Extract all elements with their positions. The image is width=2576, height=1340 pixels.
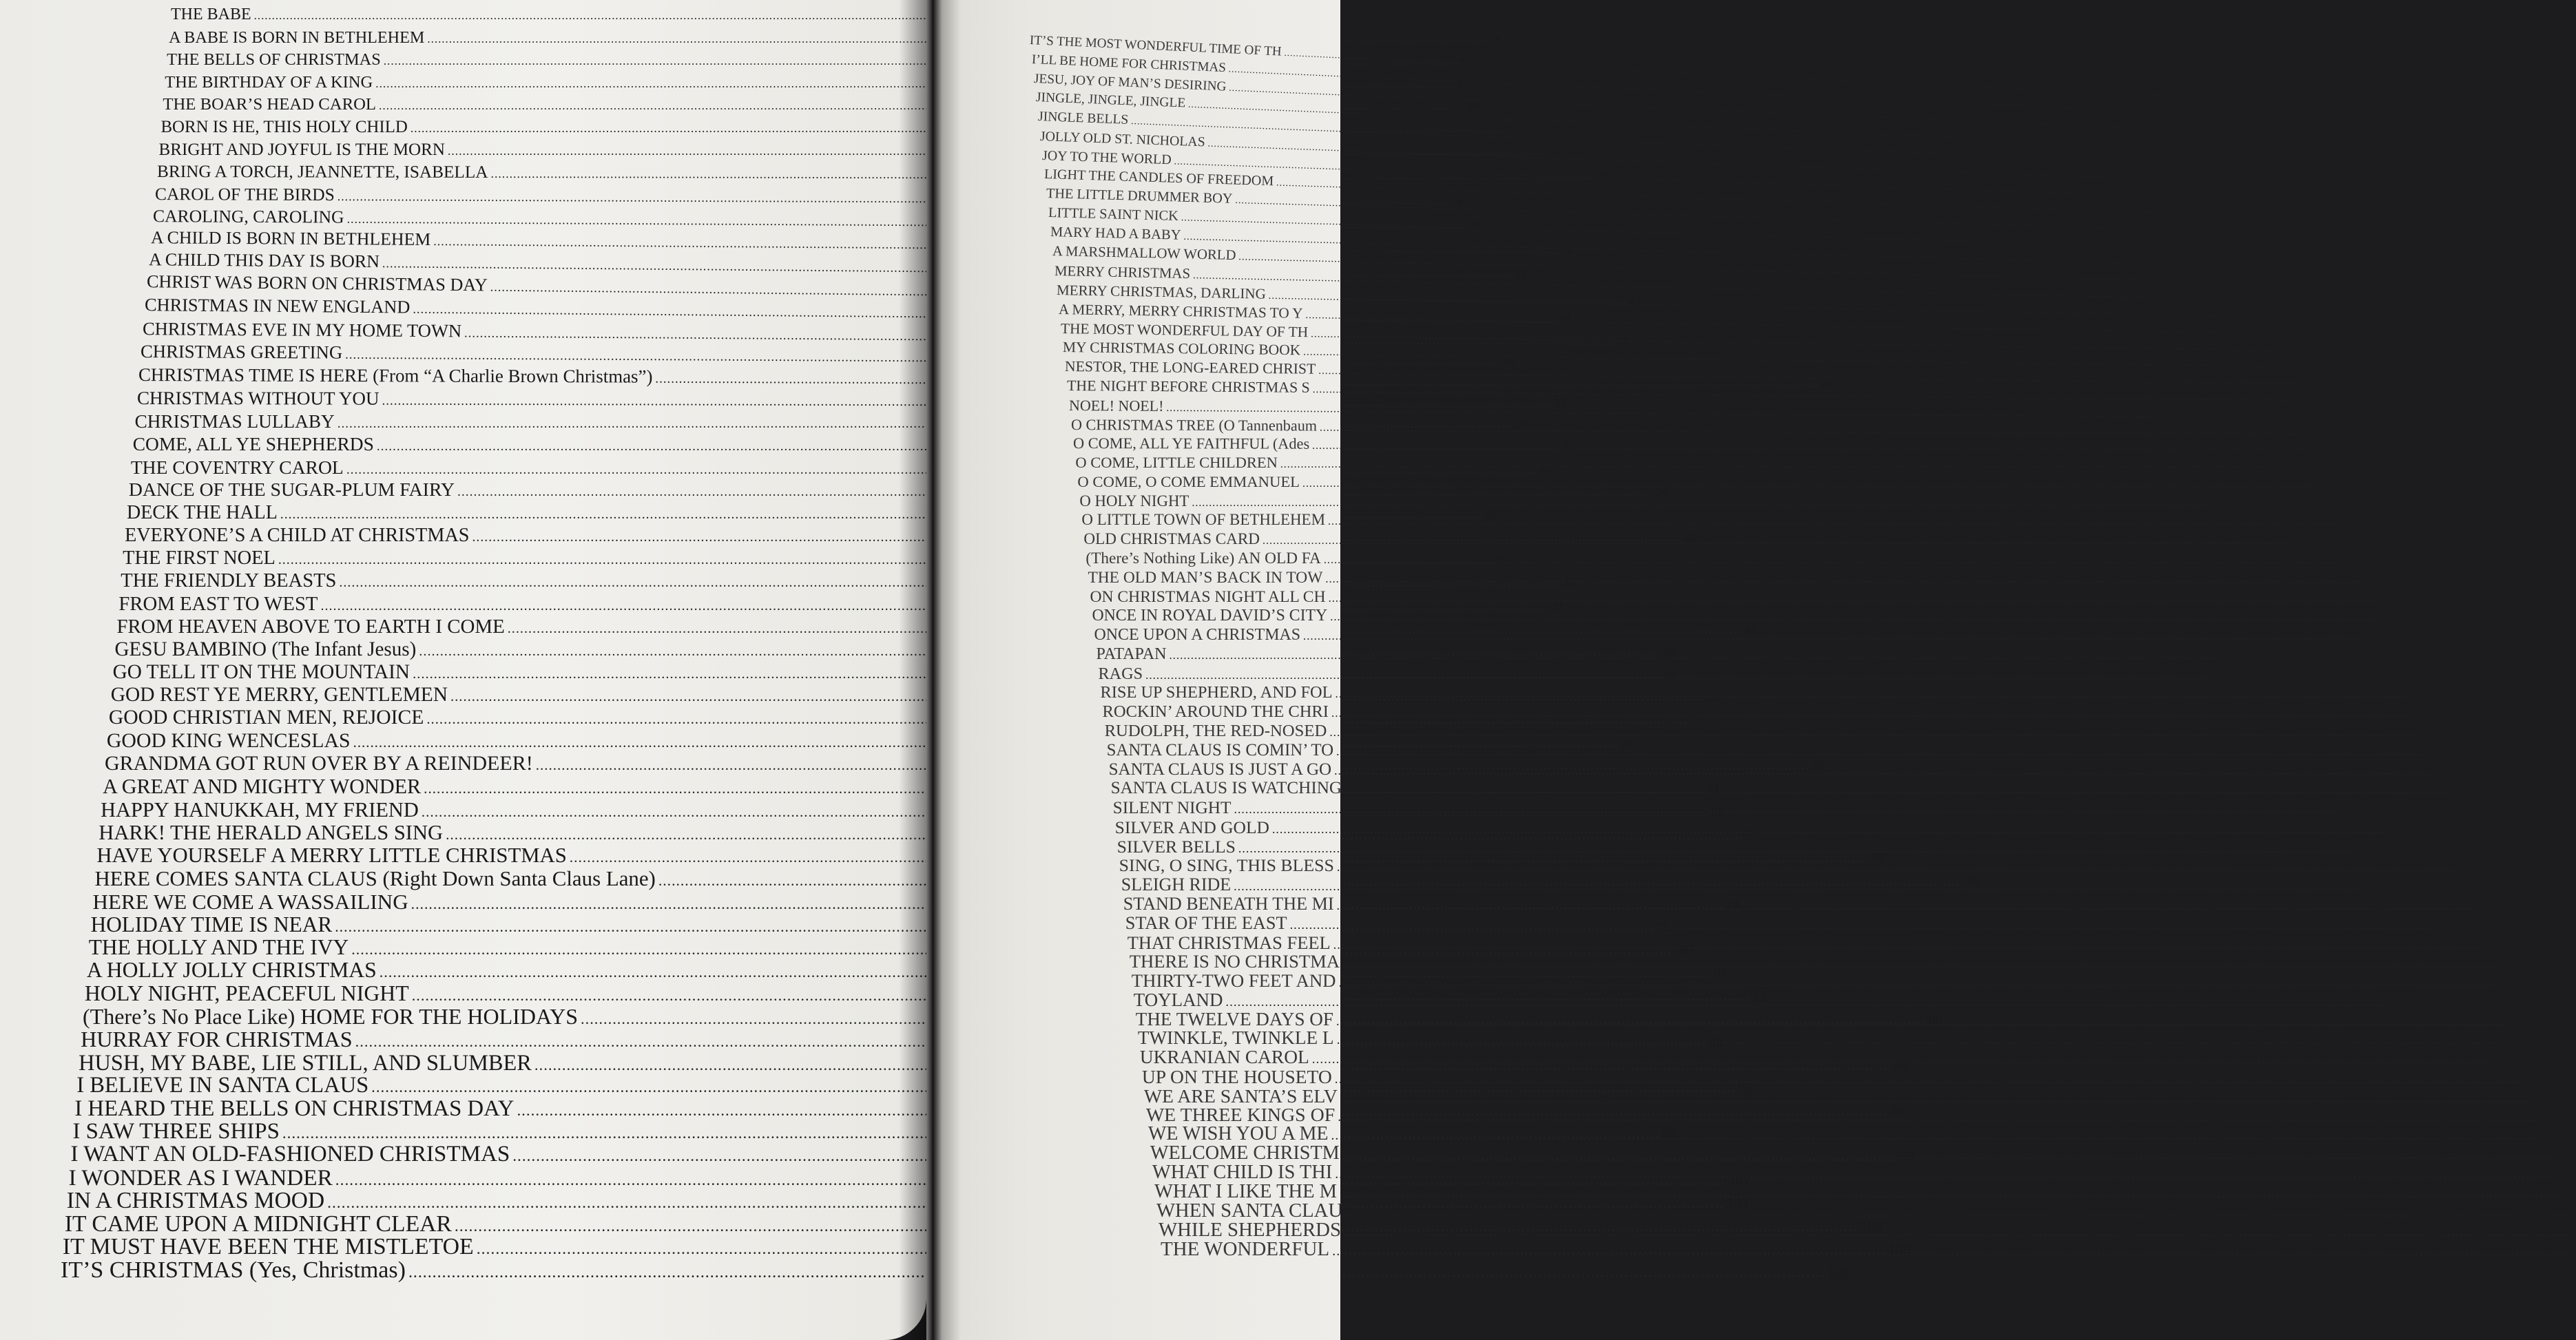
toc-entry-title: HARK! THE HERALD ANGELS SING	[98, 820, 444, 844]
toc-entry-title: CHRISTMAS EVE IN MY HOME TOWN	[143, 317, 462, 341]
toc-entry-page-number: 29	[1516, 417, 1528, 430]
dot-leader	[1334, 764, 2431, 778]
toc-entry-title: RUDOLPH, THE RED-NOSED	[1104, 722, 1327, 740]
toc-entry-title: THE BIRTHDAY OF A KING	[165, 72, 373, 92]
toc-entry-title: JOLLY OLD ST. NICHOLAS	[1039, 128, 1206, 150]
toc-entry-title: O HOLY NIGHT	[1079, 492, 1190, 510]
dot-leader	[1272, 822, 2385, 837]
toc-entry-page-number: 27	[1822, 376, 1834, 390]
toc-entry-page-number: 25	[1618, 334, 1630, 348]
toc-entry-title: ROCKIN’ AROUND THE CHRI	[1102, 702, 1329, 722]
toc-entry-title: WHAT I LIKE THE M	[1154, 1180, 1337, 1202]
toc-entry-page-number: 69	[1967, 875, 1981, 890]
toc-entry-title: CHRISTMAS LULLABY	[134, 410, 335, 432]
toc-entry-title: THE NIGHT BEFORE CHRISTMAS S	[1067, 377, 1311, 396]
toc-entry-page-number: 21	[1515, 268, 1527, 280]
toc-entry-page-number: 66	[1711, 805, 1725, 820]
toc-entry	[1128, 932, 1368, 954]
toc-entry-title: I’LL BE HOME FOR CHRISTMAS	[1031, 52, 1227, 75]
toc-entry-title: CAROL OF THE BIRDS	[154, 184, 335, 205]
toc-entry-title: THE HOLLY AND THE IVY	[88, 935, 349, 960]
toc-entry-title: O LITTLE TOWN OF BETHLEHEM	[1081, 511, 1325, 529]
toc-entry	[1077, 473, 1368, 491]
toc-entry-title: (There’s Nothing Like) AN OLD FA	[1086, 549, 1321, 567]
toc-entry	[1161, 1238, 1368, 1261]
toc-entry	[1103, 702, 1368, 722]
dot-leader	[1325, 572, 2365, 586]
toc-entry-title: HERE WE COME A WASSAILING	[92, 889, 408, 914]
toc-entry-title: NOEL! NOEL!	[1069, 396, 1164, 415]
toc-entry-title: THERE IS NO CHRISTMA	[1129, 951, 1340, 972]
toc-entry-title: THE BELLS OF CHRISTMAS	[167, 50, 381, 70]
toc-entry	[1067, 377, 1368, 397]
toc-entry-title: WE ARE SANTA’S ELV	[1143, 1085, 1338, 1107]
toc-entry-title: O CHRISTMAS TREE (O Tannenbaum	[1071, 415, 1318, 435]
toc-entry-page-number: 110	[1827, 1264, 1849, 1281]
toc-entry-title: DECK THE HALL	[127, 501, 278, 523]
toc-entry-title: THE MOST WONDERFUL DAY OF TH	[1061, 320, 1309, 340]
toc-entry-page-number: 84	[1713, 966, 1727, 981]
toc-entry	[171, 6, 889, 24]
toc-entry-page-number: 24	[1559, 312, 1571, 326]
toc-entry	[1111, 779, 1368, 798]
toc-entry-page-number: 86	[1928, 1012, 1942, 1028]
toc-entry-page-number: 39	[1496, 552, 1508, 567]
toc-entry-title: ONCE IN ROYAL DAVID’S CITY	[1092, 607, 1328, 625]
toc-entry-page-number: 108	[1860, 1217, 1882, 1235]
dot-leader	[1344, 1224, 2576, 1240]
toc-entry-title: BRING A TORCH, JEANNETTE, ISABELLA	[156, 162, 488, 182]
toc-entry-page-number: 80	[1679, 943, 1693, 959]
toc-entry-title: PATAPAN	[1096, 645, 1167, 663]
toc-entry-page-number: 26	[1504, 354, 1516, 368]
toc-entry-title: NESTOR, THE LONG-EARED CHRIST	[1065, 358, 1316, 377]
toc-entry-title: TOYLAND	[1133, 989, 1223, 1010]
toc-entry-page-number: 88	[1709, 1035, 1723, 1051]
dot-leader	[1333, 938, 2481, 953]
toc-entry-page-number: 109	[1889, 1241, 1911, 1258]
toc-entry-title: LIGHT THE CANDLES OF FREEDOM	[1043, 167, 1274, 189]
dot-leader	[1290, 918, 2432, 932]
toc-entry-title: THE OLD MAN’S BACK IN TOW	[1088, 568, 1323, 587]
toc-entry-title: THAT CHRISTMAS FEEL	[1127, 932, 1331, 953]
toc-entry-title: UKRANIAN CAROL	[1139, 1047, 1309, 1068]
dot-leader	[1234, 802, 2342, 817]
toc-entry-page-number: 102	[1728, 1173, 1750, 1189]
toc-entry-page-number: 50	[1663, 644, 1676, 658]
dot-leader	[1336, 744, 2427, 759]
dot-leader	[1192, 497, 2209, 510]
toc-entry-page-number: 22	[1630, 293, 1642, 306]
dot-leader	[1335, 1166, 2550, 1182]
toc-entry-title: THE BOAR’S HEAD CAROL	[163, 95, 377, 114]
toc-entry-page-number: 15	[1599, 171, 1610, 183]
toc-entry-title: ON CHRISTMAS NIGHT ALL CH	[1090, 587, 1326, 606]
toc-entry-title: A CHILD IS BORN IN BETHLEHEM	[150, 227, 431, 250]
toc-entry-title: IT MUST HAVE BEEN THE MISTLETOE	[62, 1234, 474, 1260]
toc-entry-title: HAPPY HANUKKAH, MY FRIEND	[101, 797, 419, 821]
toc-entry-title: SANTA CLAUS IS WATCHING	[1110, 779, 1342, 798]
toc-entry-title: WHEN SANTA CLAU	[1156, 1200, 1343, 1222]
toc-entry-title: LITTLE SAINT NICK	[1048, 205, 1179, 224]
dot-leader	[1329, 592, 2374, 605]
toc-entry-page-number: 58	[1812, 759, 1826, 774]
toc-entry	[1071, 416, 1368, 435]
toc-entry	[1099, 664, 1368, 684]
toc-entry-title: GO TELL IT ON THE MOUNTAIN	[112, 660, 411, 683]
toc-entry	[1088, 569, 1368, 587]
toc-entry-title: A MERRY, MERRY CHRISTMAS TO Y	[1059, 300, 1303, 322]
toc-entry-page-number: 20	[1467, 219, 1479, 231]
toc-entry-title: SLEIGH RIDE	[1121, 875, 1232, 895]
toc-entry-title: WELCOME CHRISTM	[1150, 1142, 1340, 1164]
toc-entry-title: MERRY CHRISTMAS, DARLING	[1056, 282, 1267, 302]
dot-leader	[1263, 535, 2291, 547]
toc-entry-page-number: 92	[1738, 1080, 1752, 1096]
toc-entry	[1086, 549, 1368, 568]
toc-entry-page-number: 32	[1561, 439, 1574, 453]
toc-entry-page-number: 46	[1564, 575, 1576, 589]
toc-entry-page-number: 94	[1890, 1103, 1904, 1119]
toc-entry	[1061, 320, 1368, 342]
toc-entry-title: THIRTY-TWO FEET AND	[1131, 970, 1336, 992]
dot-leader	[1336, 1014, 2506, 1029]
toc-entry-title: EVERYONE’S A CHILD AT CHRISTMAS	[125, 524, 470, 546]
dot-leader	[1340, 1186, 2559, 1202]
toc-entry-title: MARY HAD A BABY	[1050, 224, 1182, 243]
toc-entry-title: A HOLLY JOLLY CHRISTMAS	[86, 958, 377, 983]
toc-entry-title: I WANT AN OLD-FASHIONED CHRISTMAS	[70, 1142, 510, 1167]
toc-entry-title: I BELIEVE IN SANTA CLAUS	[76, 1073, 369, 1098]
toc-entry-page-number: 52	[1707, 689, 1721, 704]
toc-entry-title: IT CAME UPON A MIDNIGHT CLEAR	[64, 1211, 452, 1237]
toc-entry-title: I WONDER AS I WANDER	[68, 1164, 333, 1191]
toc-entry-title: HUSH, MY BABE, LIE STILL, AND SLUMBER	[79, 1049, 532, 1075]
toc-entry	[1109, 760, 1368, 779]
toc-entry-title: GRANDMA GOT RUN OVER BY A REINDEER!	[105, 752, 533, 775]
toc-entry-page-number: 35	[1538, 463, 1550, 477]
toc-entry-title: GOOD CHRISTIAN MEN, REJOICE	[108, 706, 424, 729]
toc-entry-title: IT’S THE MOST WONDERFUL TIME OF TH	[1029, 33, 1282, 59]
toc-entry-title: IT’S CHRISTMAS (Yes, Christmas)	[61, 1257, 406, 1283]
toc-entry-title: SILENT NIGHT	[1112, 798, 1232, 818]
toc-entry-title: O COME, LITTLE CHILDREN	[1075, 454, 1278, 472]
toc-entry-title: CHRISTMAS TIME IS HERE (From “A Charlie Brown Christmas”)	[138, 364, 653, 387]
toc-entry-title: RAGS	[1098, 664, 1143, 683]
dot-leader	[1339, 976, 2497, 991]
toc-entry-title: FROM EAST TO WEST	[118, 592, 318, 615]
toc-entry	[1113, 798, 1368, 818]
toc-entry-title: SANTA CLAUS IS JUST A GO	[1108, 760, 1332, 779]
dot-leader	[1342, 1147, 2552, 1163]
toc-entry-page-number: 83	[1753, 988, 1767, 1004]
toc-entry	[1105, 722, 1368, 741]
toc-entry	[1073, 435, 1368, 453]
toc-entry-title: JOY TO THE WORLD	[1041, 147, 1172, 167]
toc-entry-title: COME, ALL YE SHEPHERDS	[132, 433, 374, 454]
toc-entry	[1123, 894, 1368, 914]
toc-entry	[1063, 339, 1368, 359]
toc-entry-title: HOLY NIGHT, PEACEFUL NIGHT	[84, 981, 409, 1005]
toc-entry-title: WHILE SHEPHERDS	[1158, 1219, 1342, 1242]
toc-entry	[1081, 511, 1368, 529]
toc-entry-page-number: 47	[1551, 598, 1564, 613]
toc-entry-page-number: 6	[1495, 34, 1501, 45]
dot-leader	[1338, 1110, 2536, 1125]
toc-entry	[1117, 837, 1368, 857]
toc-entry-title: DANCE OF THE SUGAR-PLUM FAIRY	[128, 479, 455, 501]
toc-entry-title: A MARSHMALLOW WORLD	[1052, 243, 1236, 263]
toc-entry-page-number: 28	[1554, 396, 1566, 410]
toc-entry-title: ONCE UPON A CHRISTMAS	[1094, 626, 1301, 645]
toc-entry-title: THE LITTLE DRUMMER BOY	[1046, 186, 1233, 207]
toc-entry-title: SILVER BELLS	[1116, 836, 1236, 857]
toc-entry-title: I HEARD THE BELLS ON CHRISTMAS DAY	[74, 1096, 515, 1121]
toc-entry	[1134, 990, 1368, 1011]
toc-entry	[1107, 741, 1368, 760]
toc-entry	[1059, 301, 1368, 323]
toc-entry-page-number: 74	[1726, 897, 1740, 912]
toc-entry-title: A GREAT AND MIGHTY WONDER	[103, 775, 422, 799]
toc-entry-page-number: 103	[1727, 1196, 1749, 1212]
toc-entry	[1090, 588, 1368, 607]
toc-entry	[1101, 683, 1368, 702]
toc-entry	[1119, 855, 1368, 876]
toc-entry-title: (There’s No Place Like) HOME FOR THE HOLIDAYS	[83, 1004, 579, 1029]
toc-entry-title: WE THREE KINGS OF	[1145, 1104, 1336, 1126]
dot-leader	[1337, 1033, 2513, 1048]
toc-entry	[1075, 454, 1368, 472]
toc-entry	[1121, 875, 1368, 895]
toc-entry-page-number: 12	[1505, 123, 1516, 136]
dot-leader	[1335, 1072, 2522, 1087]
toc-entry-title: GESU BAMBINO (The Infant Jesus)	[114, 638, 417, 660]
toc-entry-title: HOLIDAY TIME IS NEAR	[90, 912, 333, 936]
toc-entry-title: HERE COMES SANTA CLAUS (Right Down Santa Claus Lane)	[94, 866, 656, 891]
toc-entry-title: BRIGHT AND JOYFUL IS THE MORN	[158, 140, 445, 159]
toc-entry-title: GOOD KING WENCESLAS	[106, 729, 351, 753]
dot-leader	[1225, 995, 2389, 1010]
toc-entry-page-number: 10	[1467, 101, 1478, 113]
toc-entry-title: SING, O SING, THIS BLESS	[1119, 855, 1334, 876]
toc-entry-page-number: 98	[1899, 1149, 1914, 1165]
dot-leader	[1280, 459, 2286, 471]
dot-leader	[1342, 956, 2495, 972]
toc-entry-page-number: 8	[1459, 56, 1464, 68]
toc-entry	[1083, 530, 1368, 549]
toc-entry-title: THE COVENTRY CAROL	[130, 456, 344, 478]
toc-entry-page-number: 56	[1623, 736, 1636, 751]
toc-entry-title: CHRISTMAS IN NEW ENGLAND	[145, 294, 411, 317]
dot-leader	[1312, 440, 2312, 454]
toc-entry-page-number: 44	[1683, 530, 1696, 544]
toc-entry-page-number: 48	[1744, 621, 1757, 636]
toc-entry-title: HURRAY FOR CHRISTMAS	[81, 1027, 353, 1052]
toc-entry-title: THE TWELVE DAYS OF	[1135, 1008, 1333, 1029]
toc-entry-page-number: 76	[1656, 920, 1670, 935]
toc-entry-title: GOD REST YE MERRY, GENTLEMEN	[110, 683, 448, 706]
dot-leader	[1340, 1091, 2533, 1107]
toc-entry	[1079, 492, 1368, 510]
dot-leader	[1303, 629, 2360, 643]
toc-entry-title: STAR OF THE EAST	[1125, 912, 1287, 933]
toc-entry-page-number: 36	[1656, 485, 1668, 499]
toc-entry-title: HAVE YOURSELF A MERRY LITTLE CHRISTMAS	[96, 844, 567, 867]
toc-entry-page-number: 19	[1560, 244, 1572, 257]
toc-entry	[1140, 1047, 1368, 1068]
toc-entry-title: A CHILD THIS DAY IS BORN	[148, 249, 380, 272]
toc-entry	[1125, 913, 1368, 934]
dot-leader	[1330, 610, 2381, 624]
dot-leader	[1328, 516, 2351, 528]
toc-entry-title: THE FIRST NOEL	[123, 547, 276, 569]
toc-entry-title: I SAW THREE SHIPS	[72, 1119, 280, 1144]
dot-leader	[1344, 782, 2447, 797]
dot-leader	[1324, 553, 2358, 567]
toc-entry-title: WE WISH YOU A ME	[1147, 1123, 1329, 1145]
toc-entry-title: FROM HEAVEN ABOVE TO EARTH I COME	[116, 615, 505, 638]
toc-entry	[1094, 626, 1368, 645]
toc-entry	[1065, 358, 1368, 379]
dot-leader	[1238, 841, 2358, 856]
dot-leader	[1332, 1244, 2570, 1259]
toc-entry-title: STAND BENEATH THE MI	[1123, 894, 1334, 914]
toc-entry	[1136, 1009, 1368, 1030]
toc-entry-title: OLD CHRISTMAS CARD	[1083, 530, 1260, 549]
dot-leader	[1169, 649, 2231, 662]
toc-entry	[1132, 970, 1368, 992]
toc-entry-page-number: 91	[1895, 1058, 1909, 1074]
toc-entry-title: UP ON THE HOUSETO	[1141, 1066, 1332, 1087]
toc-entry-title: THE BABE	[171, 6, 251, 23]
toc-entry-title: CHRIST WAS BORN ON CHRISTMAS DAY	[146, 271, 488, 295]
dot-leader	[1331, 706, 2411, 720]
toc-entry-page-number: 68	[1871, 851, 1885, 866]
book-gutter	[899, 0, 961, 1340]
toc-entry-title: MY CHRISTMAS COLORING BOOK	[1063, 339, 1301, 359]
toc-entry-title: MERRY CHRISTMAS	[1054, 262, 1191, 282]
toc-entry-title: BORN IS HE, THIS HOLY CHILD	[160, 118, 408, 137]
toc-entry-page-number: 40	[1485, 507, 1498, 521]
toc-entry-title: CHRISTMAS GREETING	[141, 341, 343, 364]
dot-leader	[1336, 687, 2409, 701]
toc-entry-title: SANTA CLAUS IS COMIN’ TO	[1106, 740, 1334, 760]
dot-leader	[1345, 1205, 2572, 1221]
toc-entry-page-number: 55	[1690, 712, 1703, 726]
toc-entry-title: JINGLE, JINGLE, JINGLE	[1035, 90, 1186, 111]
toc-entry-page-number: 49	[1663, 667, 1676, 681]
toc-entry-title: WHAT CHILD IS THI	[1152, 1161, 1333, 1183]
right-page	[926, 0, 1343, 1340]
toc-entry-title: JESU, JOY OF MAN’S DESIRING	[1033, 71, 1227, 94]
dot-leader	[1337, 860, 2462, 875]
dot-leader	[1329, 726, 2415, 740]
dot-leader	[1312, 1052, 2493, 1067]
toc-entry-title: JINGLE BELLS	[1037, 109, 1129, 127]
toc-entry-title: THE WONDERFUL	[1161, 1238, 1330, 1260]
dot-leader	[1234, 879, 2364, 894]
toc-entry	[1130, 951, 1368, 972]
toc-entry-page-number: 64	[1706, 782, 1719, 797]
dot-leader	[1302, 478, 2314, 490]
toc-entry-title: THE FRIENDLY BEASTS	[121, 569, 337, 592]
dot-leader	[1331, 1129, 2535, 1144]
toc-entry	[1069, 397, 1368, 417]
toc-entry-page-number: 96	[1662, 1127, 1676, 1142]
toc-entry-page-number: 14	[1548, 145, 1559, 158]
toc-entry-title: O COME, ALL YE FAITHFUL (Ades	[1073, 435, 1310, 453]
toc-entry	[1092, 607, 1368, 625]
toc-entry-title: SILVER AND GOLD	[1114, 817, 1269, 837]
toc-entry-title: A BABE IS BORN IN BETHLEHEM	[169, 28, 425, 47]
toc-entry	[1115, 817, 1368, 838]
toc-entry	[1097, 645, 1368, 664]
toc-entry-page-number: 16	[1451, 195, 1462, 207]
toc-entry-title: CHRISTMAS WITHOUT YOU	[136, 388, 380, 409]
toc-entry-page-number: 9	[1457, 78, 1463, 90]
toc-entry	[61, 1257, 1849, 1284]
toc-entry-title: IN A CHRISTMAS MOOD	[66, 1188, 325, 1214]
dot-leader	[1145, 669, 2214, 682]
toc-entry-title: CAROLING, CAROLING	[152, 205, 344, 227]
dot-leader	[1320, 421, 2314, 438]
toc-entry-title: O COME, O COME EMMANUEL	[1077, 472, 1300, 490]
toc-entry	[1138, 1027, 1368, 1049]
toc-entry-title: RISE UP SHEPHERD, AND FOL	[1100, 683, 1333, 702]
toc-entry-page-number: 57	[1741, 828, 1755, 843]
toc-entry-title: TWINKLE, TWINKLE L	[1137, 1027, 1334, 1049]
dot-leader	[1337, 899, 2473, 913]
